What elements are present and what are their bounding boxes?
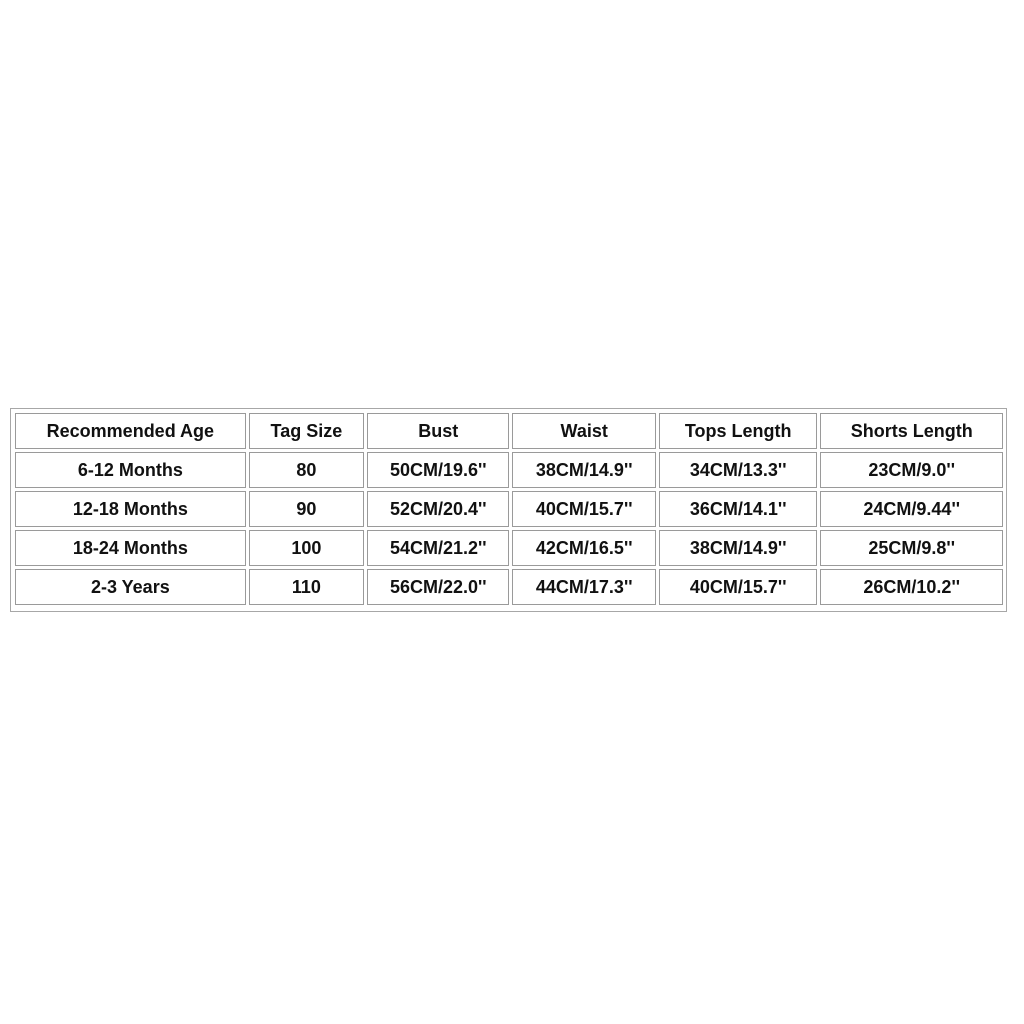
cell-shorts-length: 25CM/9.8'' xyxy=(820,530,1003,566)
header-waist: Waist xyxy=(512,413,655,449)
cell-recommended-age: 6-12 Months xyxy=(15,452,246,488)
cell-recommended-age: 18-24 Months xyxy=(15,530,246,566)
cell-shorts-length: 23CM/9.0'' xyxy=(820,452,1003,488)
cell-tag-size: 110 xyxy=(249,569,364,605)
header-tops-length: Tops Length xyxy=(659,413,817,449)
table-row xyxy=(15,569,1003,605)
cell-bust: 54CM/21.2'' xyxy=(367,530,509,566)
header-recommended-age: Recommended Age xyxy=(15,413,246,449)
cell-bust: 56CM/22.0'' xyxy=(367,569,509,605)
cell-shorts-length: 24CM/9.44'' xyxy=(820,491,1003,527)
cell-tops-length: 40CM/15.7'' xyxy=(659,569,817,605)
cell-tops-length: 34CM/13.3'' xyxy=(659,452,817,488)
cell-tops-length: 36CM/14.1'' xyxy=(659,491,817,527)
cell-tops-length: 38CM/14.9'' xyxy=(659,530,817,566)
cell-waist: 42CM/16.5'' xyxy=(512,530,655,566)
cell-tag-size: 100 xyxy=(249,530,364,566)
cell-bust: 52CM/20.4'' xyxy=(367,491,509,527)
header-tag-size: Tag Size xyxy=(249,413,364,449)
cell-recommended-age: 2-3 Years xyxy=(15,569,246,605)
cell-waist: 44CM/17.3'' xyxy=(512,569,655,605)
size-chart-table xyxy=(10,408,1007,612)
table-row xyxy=(15,452,1003,488)
cell-recommended-age: 12-18 Months xyxy=(15,491,246,527)
cell-tag-size: 80 xyxy=(249,452,364,488)
cell-bust: 50CM/19.6'' xyxy=(367,452,509,488)
table-row xyxy=(15,530,1003,566)
cell-waist: 40CM/15.7'' xyxy=(512,491,655,527)
cell-waist: 38CM/14.9'' xyxy=(512,452,655,488)
table-row xyxy=(15,491,1003,527)
size-chart-grid xyxy=(12,410,1006,608)
header-shorts-length: Shorts Length xyxy=(820,413,1003,449)
header-bust: Bust xyxy=(367,413,509,449)
cell-tag-size: 90 xyxy=(249,491,364,527)
header-row xyxy=(15,413,1003,449)
cell-shorts-length: 26CM/10.2'' xyxy=(820,569,1003,605)
